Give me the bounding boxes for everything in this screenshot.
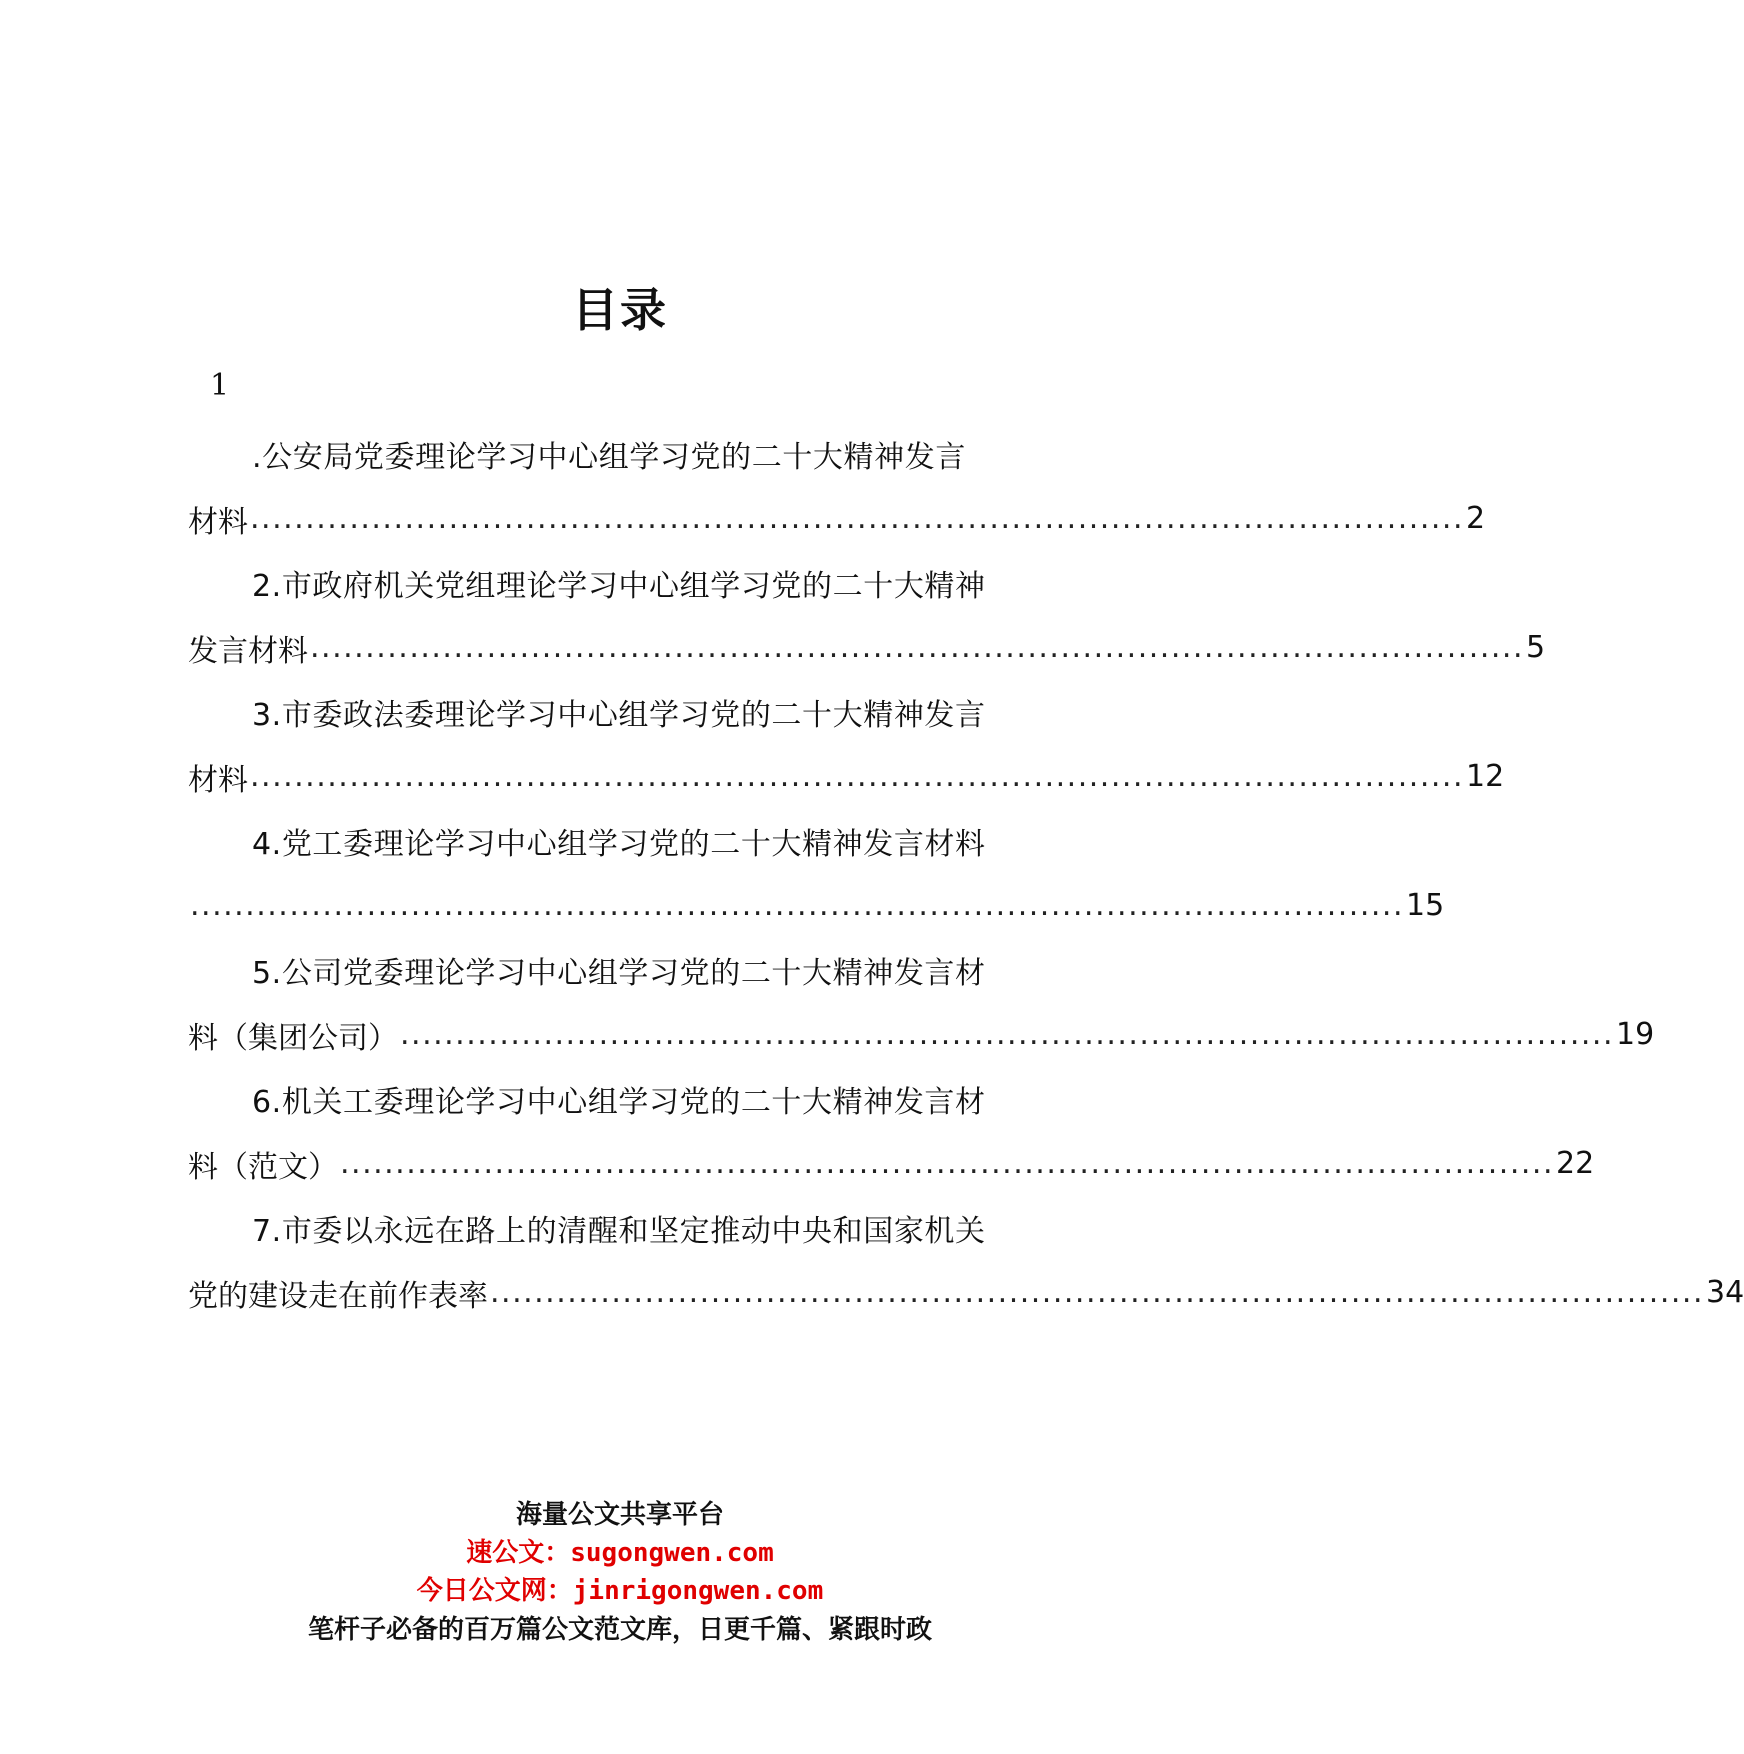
footer-site-jinrigongwen[interactable] [0, 1572, 1240, 1610]
table-of-contents [188, 422, 1744, 1325]
footer-site-sugongwen[interactable] [0, 1534, 1240, 1572]
dot-leader: .............................................................................................................. [190, 888, 1404, 924]
stray-number: 1 [210, 368, 230, 403]
toc-entry-title-continued: 材料 [188, 504, 248, 540]
dot-leader: .............................................................................................................. [400, 1017, 1614, 1053]
toc-entry-title: .公安局党委理论学习中心组学习党的二十大精神发言 [252, 440, 966, 476]
toc-entry[interactable] [188, 1067, 1595, 1196]
toc-entry-title: 7.市委以永远在路上的清醒和坚定推动中央和国家机关 [252, 1214, 986, 1250]
toc-entry-title-continued: 料（集团公司） [188, 1020, 398, 1056]
toc-page-number: 2 [1465, 501, 1486, 537]
footer-site-label: 速公文： [466, 1538, 571, 1568]
toc-page-number: 22 [1555, 1146, 1595, 1182]
toc-page-number: 5 [1525, 630, 1546, 666]
toc-entry[interactable] [188, 680, 1505, 809]
toc-entry-title: 5.公司党委理论学习中心组学习党的二十大精神发言材 [252, 956, 986, 992]
toc-entry[interactable] [188, 809, 1445, 938]
toc-entry-title: 4.党工委理论学习中心组学习党的二十大精神发言材料 [252, 827, 986, 863]
toc-entry[interactable] [188, 938, 1655, 1067]
toc-entry-title-continued: 材料 [188, 762, 248, 798]
footer-site-link[interactable]: sugongwen.com [570, 1538, 774, 1568]
toc-entry-title: 3.市委政法委理论学习中心组学习党的二十大精神发言 [252, 698, 986, 734]
footer-site-label: 今日公文网： [416, 1576, 573, 1606]
toc-page-number: 15 [1405, 888, 1445, 924]
toc-entry-title: 6.机关工委理论学习中心组学习党的二十大精神发言材 [252, 1085, 986, 1121]
footer-site-link[interactable]: jinrigongwen.com [572, 1576, 824, 1606]
toc-entry[interactable] [188, 422, 1486, 551]
toc-entry-title-continued: 发言材料 [188, 633, 308, 669]
toc-entry[interactable] [188, 551, 1546, 680]
toc-page-number: 12 [1465, 759, 1505, 795]
toc-entry-title: 2.市政府机关党组理论学习中心组学习党的二十大精神 [252, 569, 986, 605]
dot-leader: .............................................................................................................. [310, 630, 1524, 666]
toc-page-number: 19 [1615, 1017, 1655, 1053]
footer-slogan: 海量公文共享平台 [515, 1500, 724, 1530]
toc-entry[interactable] [188, 1196, 1744, 1325]
dot-leader: .............................................................................................................. [250, 759, 1464, 795]
dot-leader: .............................................................................................................. [490, 1275, 1704, 1311]
footer-tagline: 笔杆子必备的百万篇公文范文库，日更千篇、紧跟时政 [307, 1615, 932, 1645]
footer-ad [0, 1496, 1240, 1650]
dot-leader: .............................................................................................................. [250, 501, 1464, 537]
toc-page-number: 34 [1705, 1275, 1744, 1311]
toc-entry-title-continued: 料（范文） [188, 1149, 338, 1185]
toc-entry-title-continued: 党的建设走在前作表率 [188, 1278, 488, 1314]
page-title: 目录 [572, 283, 668, 337]
dot-leader: .............................................................................................................. [340, 1146, 1554, 1182]
